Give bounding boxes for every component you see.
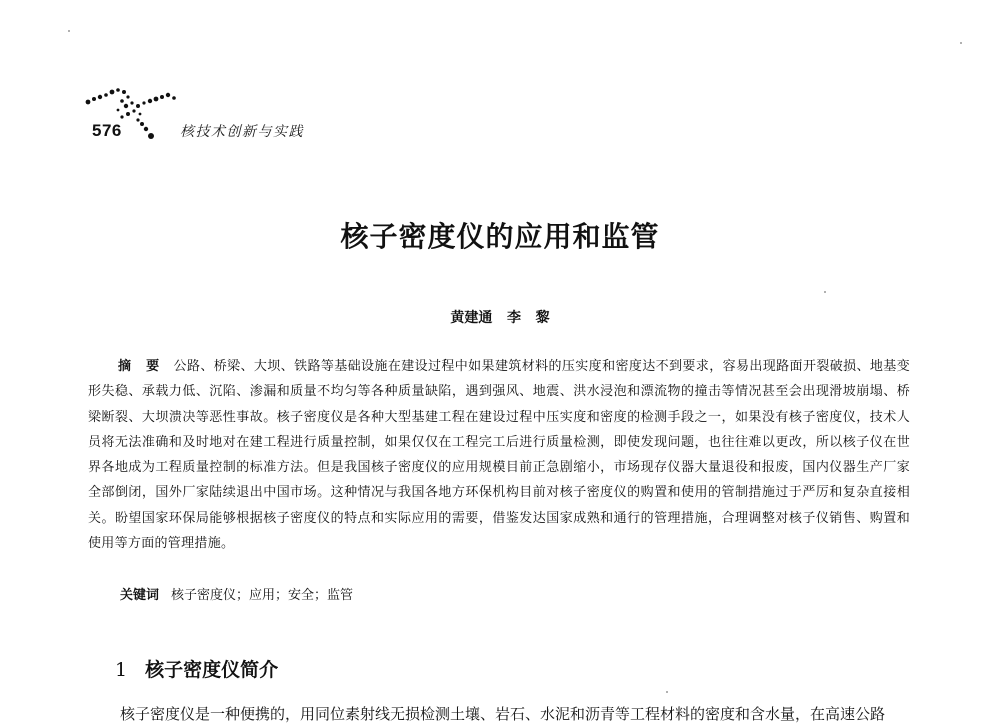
keywords-text: 核子密度仪；应用；安全；监管 [171, 588, 354, 603]
abstract [88, 354, 910, 556]
scan-speck [824, 291, 826, 293]
section-title: 核子密度仪简介 [145, 659, 279, 681]
page-number: 576 [92, 121, 122, 140]
section-number: 1 [115, 659, 128, 681]
scan-speck [666, 691, 668, 693]
scan-speck [960, 42, 962, 44]
keywords-label: 关键词 [120, 588, 160, 603]
section-heading [115, 655, 278, 682]
abstract-label: 摘 要 [118, 359, 160, 374]
scan-speck [68, 30, 70, 32]
article-authors: 黄建通 李 黎 [450, 310, 550, 326]
body-text-line: 核子密度仪是一种便携的，用同位素射线无损检测土壤、岩石、水泥和沥青等工程材料的密度和含水量，在高速公路 [120, 705, 886, 723]
journal-title: 核技术创新与实践 [180, 124, 304, 140]
article-title: 核子密度仪的应用和监管 [340, 220, 660, 253]
keywords [120, 584, 353, 603]
abstract-text: 公路、桥梁、大坝、铁路等基础设施在建设过程中如果建筑材料的压实度和密度达不到要求，容易出现路面开裂破损、地基变形失稳、承载力低、沉陷、渗漏和质量不均匀等各种质量缺陷，遇到强风、地震、洪水浸泡和漂流物的撞击等情况甚至会出现滑坡崩塌、桥梁断裂、大坝溃决等恶性事故。核子密度仪是各种大型基建工程在建设过程中压实度和密度的检测手段之一，如果没有核子密度仪，技术人员将无法准确和及时地对在建工程进行质量控制，如果仅仅在工程完工后进行质量检测，即使发现问题，也往往难以更改，所以核子仪在世界各地成为工程质量控制的标准方法。但是我国核子密度仪的应用规模目前正急剧缩小，市场现存仪器大量退役和报废，国内仪器生产厂家全部倒闭，国外厂家陆续退出中国市场。这种情况与我国各地方环保机构目前对核子密度仪的购置和使用的管制措施过于严厉和复杂直接相关。盼望国家环保局能够根据核子密度仪的特点和实际应用的需要，借鉴发达国家成熟和通行的管理措施，合理调整对核子仪销售、购置和使用等方面的管理措施。 [88, 359, 910, 552]
